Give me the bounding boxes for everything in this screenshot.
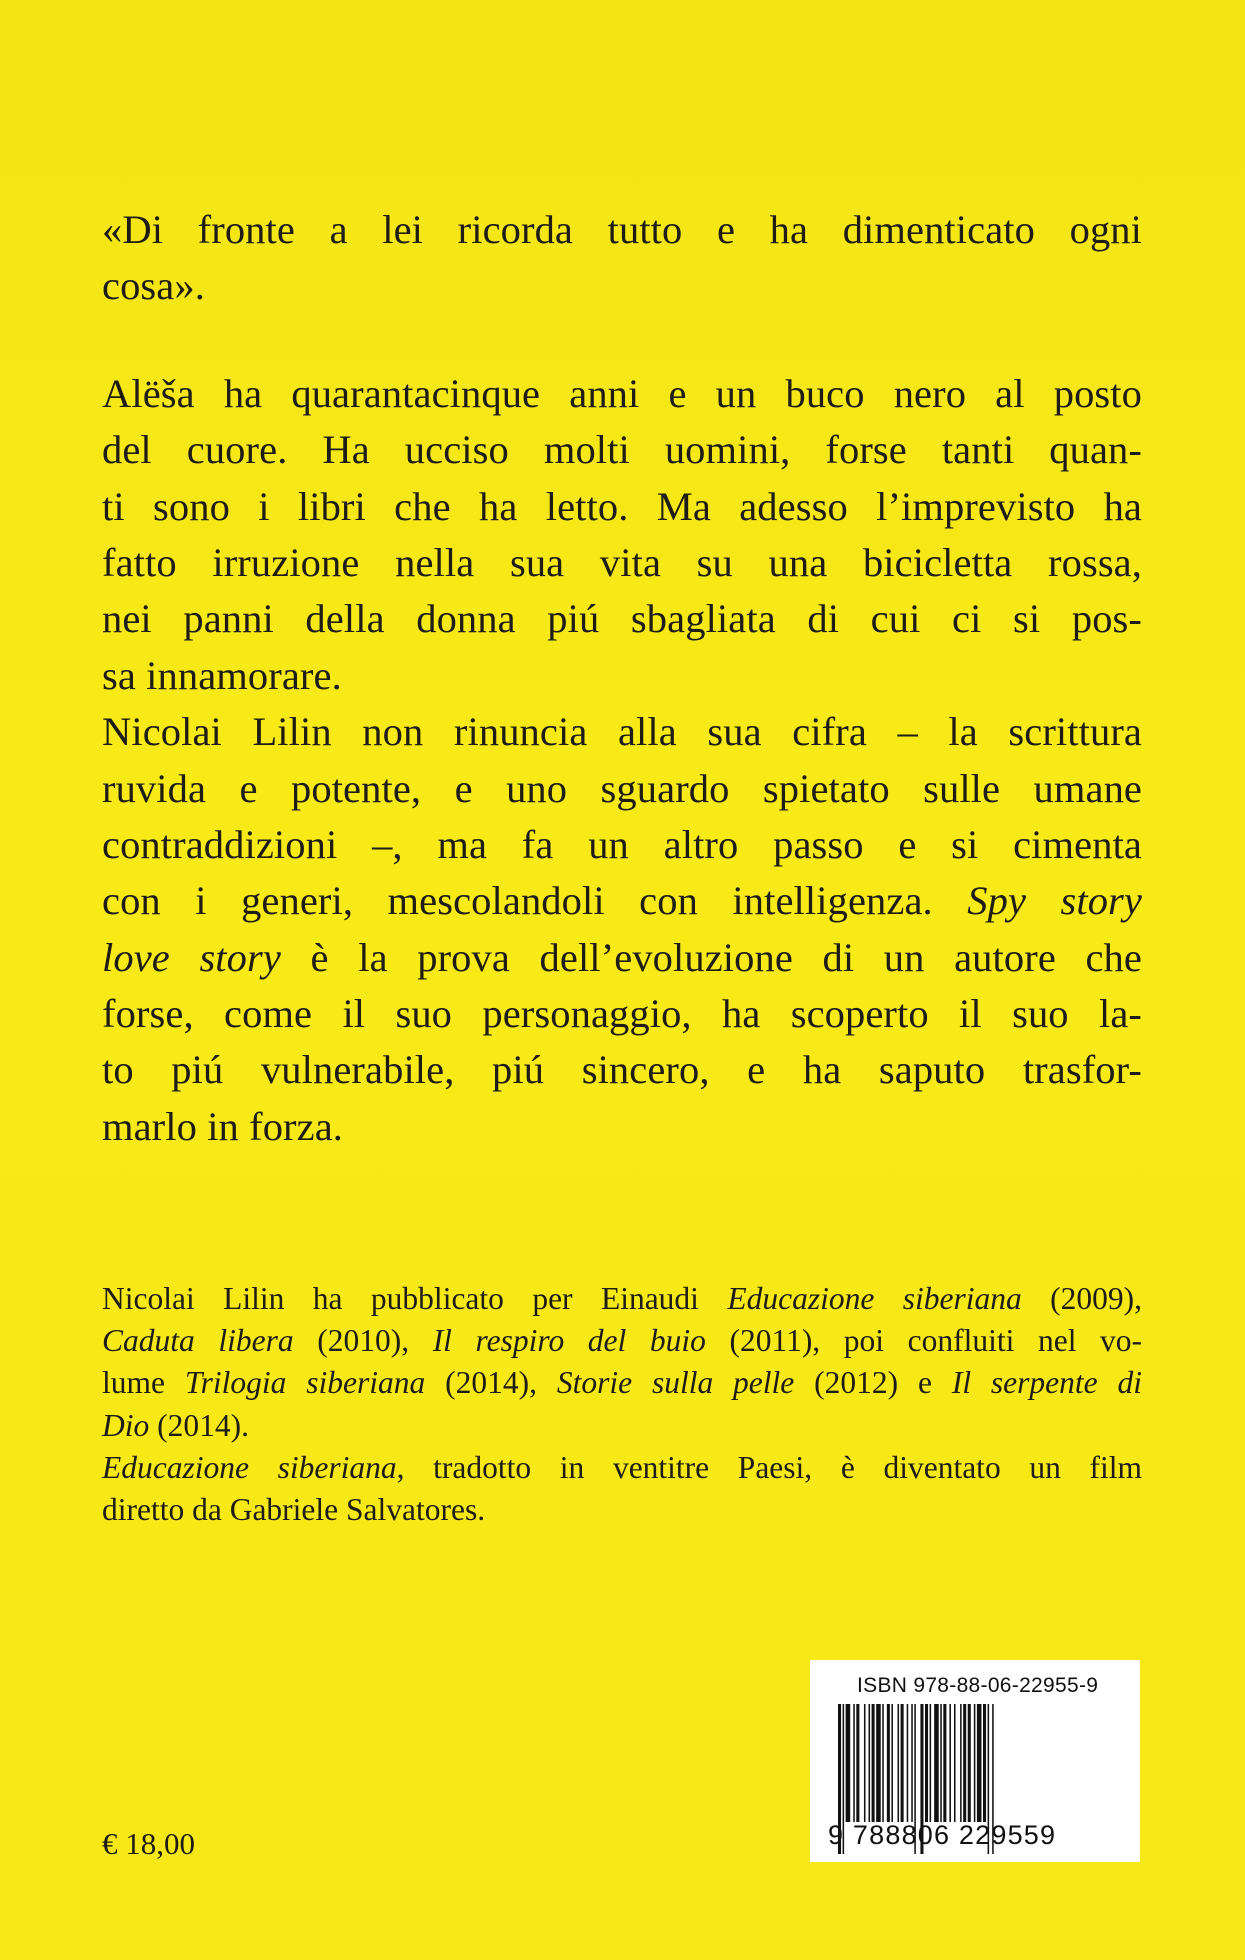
description-line: ti sono i libri che ha letto. Ma adesso l’imprevisto ha [102, 483, 1142, 529]
bio-text: , tradotto in ventitre Paesi, è diventato un film [396, 1449, 1142, 1485]
barcode-bar [977, 1704, 982, 1822]
barcode-bar [869, 1704, 871, 1822]
barcode-bar [901, 1704, 904, 1822]
opening-quote [102, 202, 1142, 315]
bio-line [102, 1278, 1142, 1320]
book-title-italic: love story [102, 934, 281, 980]
book-title-italic: Educazione siberiana [102, 1449, 397, 1485]
bio-line [102, 1320, 1142, 1362]
book-title-italic: Caduta libera [102, 1323, 294, 1359]
blurb [102, 202, 1142, 1155]
description [102, 366, 1142, 1155]
description-line: del cuore. Ha ucciso molti uomini, forse tanti quan- [102, 427, 1142, 473]
barcode-bar [934, 1704, 939, 1822]
bio-text: lume [102, 1365, 165, 1401]
book-title-italic: Educazione siberiana [727, 1281, 1022, 1316]
bio-line [102, 1362, 1142, 1404]
barcode-bar [911, 1704, 913, 1822]
book-title-italic: Storie sulla pelle [556, 1365, 795, 1401]
quote-line: «Di fronte a lei ricorda tutto e ha dimenticato ogni [102, 207, 1142, 252]
barcode-bar [949, 1704, 951, 1822]
book-title-italic: Trilogia siberiana [184, 1365, 426, 1401]
barcode-digits: 9 788806 229559 [828, 1820, 1057, 1850]
bio-text: (2011), poi confluiti nel vo- [729, 1323, 1143, 1359]
description-line: marlo in forza. [102, 1103, 344, 1149]
bio-line: diretto da Gabriele Salvatores. [102, 1491, 486, 1527]
barcode-bar [846, 1704, 851, 1822]
isbn-barcode-label [810, 1660, 1140, 1862]
description-line: sa innamorare. [102, 652, 342, 698]
description-line: forse, come il suo personaggio, ha scoperto il suo la- [102, 991, 1142, 1037]
isbn-number: ISBN 978-88-06-22955-9 [857, 1674, 1099, 1697]
barcode-bar [898, 1704, 900, 1822]
bio-text: (2014). [157, 1407, 249, 1443]
barcode-bar [974, 1704, 976, 1822]
description-text: con i generi, mescolandoli con intelligenza. [102, 878, 933, 924]
barcode-bar [853, 1704, 855, 1822]
barcode-bar [983, 1704, 986, 1822]
quote-line: cosa». [102, 263, 205, 309]
description-line: to piú vulnerabile, piú sincero, e ha saputo trasfor- [102, 1047, 1142, 1093]
description-line: fatto irruzione nella sua vita su una bicicletta rossa, [102, 539, 1142, 585]
description-text: è la prova dell’evoluzione di un autore che [310, 934, 1142, 980]
author-bio [102, 1278, 1142, 1531]
barcode-bar [876, 1704, 881, 1822]
barcode-bar [963, 1704, 966, 1822]
bio-text: Nicolai Lilin ha pubblicato per Einaudi [102, 1281, 699, 1316]
bio-text: (2009), [1050, 1281, 1143, 1316]
description-line: ruvida e potente, e uno sguardo spietato sulle umane [102, 765, 1142, 811]
description-line [102, 873, 1142, 929]
description-line: nei panni della donna piú sbagliata di cui ci si pos- [102, 596, 1142, 642]
book-title-italic: Spy story [967, 878, 1142, 924]
bio-line [102, 1447, 1142, 1489]
barcode-bar [907, 1704, 909, 1822]
description-line: contraddizioni –, ma fa un altro passo e si cimenta [102, 821, 1142, 867]
book-title-italic: Dio [102, 1407, 150, 1443]
description-line [102, 930, 1142, 986]
barcode-bar [954, 1704, 956, 1822]
barcode-bar [872, 1704, 875, 1822]
book-title-italic: Il serpente di [951, 1365, 1142, 1401]
barcode-bar [943, 1704, 946, 1822]
barcode-bar [864, 1704, 866, 1822]
barcode-bar [930, 1704, 932, 1822]
bio-text: (2012) e [814, 1365, 932, 1401]
barcode-bar [891, 1704, 893, 1822]
barcode-bar [968, 1704, 971, 1822]
bio-text: (2014), [445, 1365, 537, 1401]
price: € 18,00 [102, 1826, 195, 1861]
barcode-bar [925, 1704, 928, 1822]
description-line: Nicolai Lilin non rinuncia alla sua cifra – la scrittura [102, 709, 1142, 755]
bio-line [102, 1405, 1142, 1447]
barcode-bar [960, 1704, 962, 1822]
barcode-bar [856, 1704, 859, 1822]
book-title-italic: Il respiro del buio [432, 1323, 706, 1359]
barcode-bar [940, 1704, 942, 1822]
barcode-bar [882, 1704, 884, 1822]
barcode-bar [887, 1704, 890, 1822]
description-line: Alëša ha quarantacinque anni e un buco nero al posto [102, 370, 1142, 416]
bio-text: (2010), [317, 1323, 410, 1359]
